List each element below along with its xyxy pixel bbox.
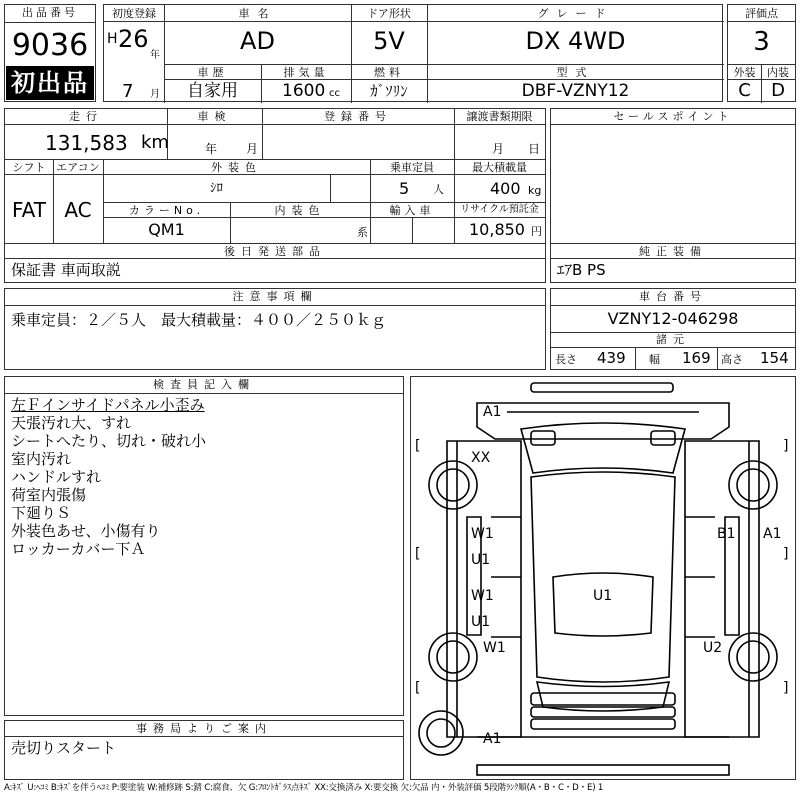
notice-box xyxy=(4,288,546,370)
vehicle-header-grid xyxy=(103,4,723,102)
shift-label: シフト xyxy=(12,161,46,174)
length-label: 長さ xyxy=(555,353,577,366)
inspection-label: 車検 xyxy=(197,110,232,123)
bracket-right-2: ] xyxy=(783,546,789,562)
mark-a1-right: A1 xyxy=(763,526,782,542)
model-label: 車名 xyxy=(238,7,277,20)
history-value: 自家用 xyxy=(187,81,238,101)
later-parts-label: 後日発送部品 xyxy=(224,245,326,258)
mark-xx: XX xyxy=(471,450,491,466)
mark-u2-right: U2 xyxy=(703,640,723,656)
lot-number-label: 出品番号 xyxy=(22,6,78,19)
inspector-note: 左Ｆインサイドパネル小歪み xyxy=(11,396,205,414)
score-box xyxy=(727,4,796,102)
inspector-note: 室内汚れ xyxy=(11,450,72,468)
door-type-label: ドア形状 xyxy=(367,7,411,20)
inspector-note: 天張汚れ大、すれ xyxy=(11,414,132,432)
deadline-label: 譲渡書類期限 xyxy=(466,110,533,123)
height-label: 高さ xyxy=(721,353,743,366)
inspection-year: 年 xyxy=(205,142,218,156)
color-no-value: QM1 xyxy=(148,220,185,239)
fuel-label: 燃料 xyxy=(374,66,404,79)
ac-label: エアコン xyxy=(56,161,100,174)
lot-number: 9036 xyxy=(11,28,89,63)
chassis-label: 車台番号 xyxy=(639,290,707,303)
width-label: 幅 xyxy=(649,353,660,366)
ac-value: AC xyxy=(64,198,92,222)
bracket-left-1: [ xyxy=(415,438,421,454)
mark-u1-roof: U1 xyxy=(593,588,613,604)
inspector-note: ハンドルすれ xyxy=(11,468,102,486)
sales-point-box xyxy=(550,108,796,283)
reg-no-label: 登録番号 xyxy=(324,110,392,123)
later-parts-value: 保証書 車両取説 xyxy=(11,261,121,279)
chassis-box xyxy=(550,288,796,370)
ext-color-value: ｼﾛ xyxy=(210,181,223,196)
mileage-value: 131,583 xyxy=(45,131,128,155)
lot-number-box xyxy=(4,4,96,102)
inspector-note: 外装色あせ、小傷有り xyxy=(11,522,161,540)
int-score-label: 内装 xyxy=(767,66,789,79)
mark-a1-top: A1 xyxy=(483,404,502,420)
inspector-label: 検査員記入欄 xyxy=(153,378,255,391)
max-load-label: 最大積載量 xyxy=(472,161,527,174)
month-unit: 月 xyxy=(150,89,160,100)
mileage-label: 走行 xyxy=(69,110,103,123)
int-score-value: D xyxy=(771,80,785,101)
km-unit: km xyxy=(141,132,169,153)
ext-color-label: 外装色 xyxy=(211,161,262,174)
sales-point-label: セールスポイント xyxy=(613,110,733,123)
mark-w1-front-left: W1 xyxy=(471,526,494,542)
score-label: 評価点 xyxy=(745,7,778,20)
office-label: 事務局よりご案内 xyxy=(136,722,272,735)
seats-value: 5 xyxy=(399,179,410,198)
mark-b1-right: B1 xyxy=(717,526,736,542)
ext-score-value: C xyxy=(738,80,751,101)
year-unit: 年 xyxy=(150,50,160,61)
seats-label: 乗車定員 xyxy=(390,161,434,174)
inspector-note: 下廻りＳ xyxy=(11,504,72,522)
door-type-value: 5V xyxy=(373,27,405,55)
type-label: 型式 xyxy=(556,66,595,79)
inspector-note: シートへたり、切れ・破れ小 xyxy=(11,432,207,450)
int-color-label: 内装色 xyxy=(274,204,326,217)
inspector-notes-box xyxy=(4,376,404,716)
cc-unit: cc xyxy=(329,88,340,99)
office-value: 売切りスタート xyxy=(11,739,117,757)
genuine-label: 純正装備 xyxy=(639,245,707,258)
mark-u1-front-left: U1 xyxy=(471,552,491,568)
grade-label: グレード xyxy=(537,7,614,20)
deadline-day: 日 xyxy=(528,142,541,156)
fuel-value: ｶﾞｿﾘﾝ xyxy=(370,82,408,100)
displacement-label: 排気量 xyxy=(283,66,329,79)
displacement-value: 1600 xyxy=(282,81,326,101)
bracket-left-2: [ xyxy=(415,546,421,562)
first-reg-label: 初度登録 xyxy=(112,7,156,20)
recycle-value: 10,850 xyxy=(469,220,525,239)
bracket-left-3: [ xyxy=(415,680,421,696)
genuine-value: ｴｱB PS xyxy=(557,261,606,279)
first-reg-month: 7 xyxy=(122,81,134,102)
legend-footer: A:ｷｽﾞ U:ﾍｺﾐ B:ｷｽﾞを伴うﾍｺﾐ P:要塗装 W:補修跡 S:錆 C:腐食、欠 G:ﾌﾛﾝﾄｶﾞﾗｽ点ｷｽﾞ XX:交換済み X:要交換 欠:欠品 内・外装評価 5段階ﾗﾝｸ順(A・B・C・D・E) 1 xyxy=(4,783,604,793)
inspector-note: 荷室内張傷 xyxy=(11,486,87,504)
kg-unit: kg xyxy=(528,184,542,197)
first-listing-badge: 初出品 xyxy=(6,66,94,100)
inspector-note: ロッカーカバー下Ａ xyxy=(11,540,146,558)
office-notice-box xyxy=(4,720,404,780)
yen-unit: 円 xyxy=(531,225,542,238)
width-value: 169 xyxy=(682,349,711,367)
height-value: 154 xyxy=(760,349,789,367)
notice-label: 注意事項欄 xyxy=(232,290,318,303)
score-value: 3 xyxy=(753,27,770,57)
notice-value: 乗車定員：２／５人 最大積載量：４００／２５０ｋｇ xyxy=(11,311,387,329)
length-value: 439 xyxy=(597,349,626,367)
color-no-label: カラーNo. xyxy=(128,204,205,217)
bracket-right-1: ] xyxy=(783,438,789,454)
first-reg-year: 26 xyxy=(118,25,149,53)
model-value: AD xyxy=(240,27,275,55)
specs-label: 諸元 xyxy=(656,333,690,346)
shift-value: FAT xyxy=(11,198,46,222)
int-color-suffix: 系 xyxy=(357,226,368,239)
car-outline-drawing xyxy=(411,377,795,779)
damage-diagram xyxy=(410,376,796,780)
seats-unit: 人 xyxy=(433,183,444,196)
mark-w1-rear-fender: W1 xyxy=(483,640,506,656)
mark-w1-rear-left: W1 xyxy=(471,588,494,604)
grade-value: DX 4WD xyxy=(525,27,626,55)
mark-a1-bottom: A1 xyxy=(483,731,502,747)
bracket-right-3: ] xyxy=(783,680,789,696)
max-load-value: 400 xyxy=(490,179,521,198)
import-label: 輸入車 xyxy=(389,204,435,217)
era: H xyxy=(107,31,118,47)
inspection-month: 月 xyxy=(246,142,259,156)
details-grid xyxy=(4,108,546,283)
history-label: 車歴 xyxy=(197,66,228,79)
recycle-label: リサイクル預託金 xyxy=(460,204,539,215)
deadline-month: 月 xyxy=(492,142,505,156)
type-value: DBF-VZNY12 xyxy=(521,81,630,101)
mark-u1-rear-left: U1 xyxy=(471,614,491,630)
chassis-value: VZNY12-046298 xyxy=(607,309,739,328)
ext-score-label: 外装 xyxy=(733,66,756,79)
